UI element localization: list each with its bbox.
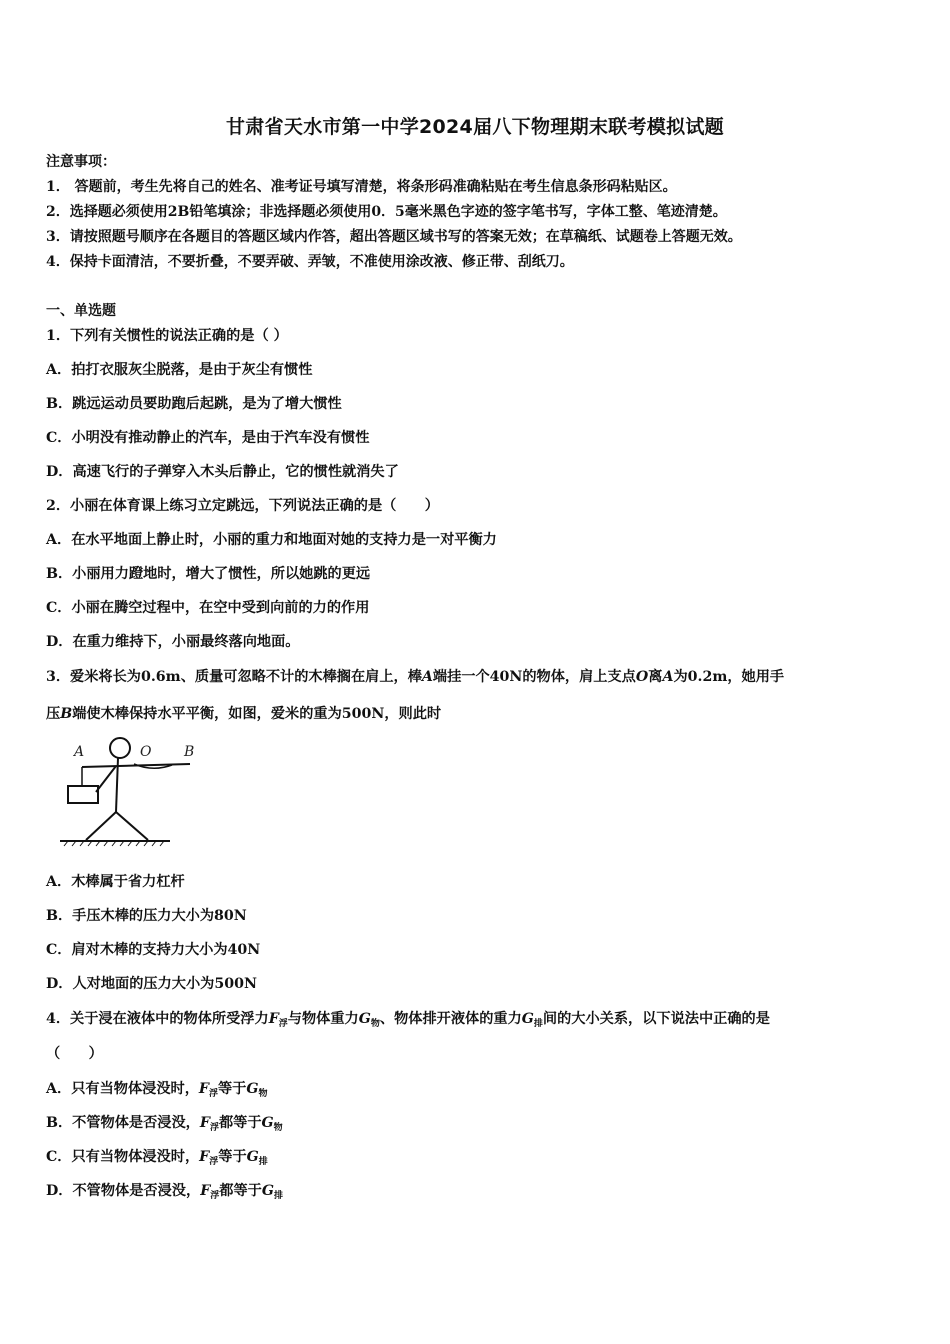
q3-stem-line1: 3．爱米将长为0.6m、质量可忽略不计的木棒搁在肩上，棒A端挂一个40N的物体，肩上支点O离A为0.2m，她用手 <box>46 669 785 685</box>
q4-stem-line2: （ ） <box>46 1046 103 1062</box>
q4-option-b: B．不管物体是否浸没，$F_浮$都等于$G_物$ <box>46 1115 283 1133</box>
lever-figure <box>58 736 208 850</box>
q4-option-c: C．只有当物体浸没时，$F_浮$等于$G_排$ <box>46 1149 268 1167</box>
page-title: 甘肃省天水市第一中学2024届八下物理期末联考模拟试题 <box>226 116 724 138</box>
notice-item-2: 2．选择题必须使用2B铅笔填涂；非选择题必须使用0．5毫米黑色字迹的签字笔书写，字体工整、笔迹清楚。 <box>46 204 727 220</box>
q4-stem-line1: 4．关于浸在液体中的物体所受浮力$F_浮$与物体重力$G_物$、物体排开液体的重力$G_排$间的大小关系，以下说法中正确的是 <box>46 1011 770 1029</box>
q1-option-d: D．高速飞行的子弹穿入木头后静止，它的惯性就消失了 <box>46 464 399 480</box>
figure-label-b: B <box>184 744 195 760</box>
q2-option-c: C．小丽在腾空过程中，在空中受到向前的力的作用 <box>46 600 370 616</box>
notice-item-1: 1． 答题前，考生先将自己的姓名、准考证号填写清楚，将条形码准确粘贴在考生信息条形码粘贴区。 <box>46 179 677 195</box>
notice-item-4: 4．保持卡面清洁，不要折叠，不要弄破、弄皱，不准使用涂改液、修正带、刮纸刀。 <box>46 254 574 270</box>
q3-option-b: B．手压木棒的压力大小为80N <box>46 908 247 924</box>
q1-option-c: C．小明没有推动静止的汽车，是由于汽车没有惯性 <box>46 430 370 446</box>
q4-option-a: A．只有当物体浸没时，$F_浮$等于$G_物$ <box>46 1081 268 1099</box>
q3-option-a: A．木棒属于省力杠杆 <box>46 874 185 890</box>
q2-option-b: B．小丽用力蹬地时，增大了惯性，所以她跳的更远 <box>46 566 371 582</box>
q2-option-d: D．在重力维持下，小丽最终落向地面。 <box>46 634 300 650</box>
q3-option-c: C．肩对木棒的支持力大小为40N <box>46 942 261 958</box>
q4-option-d: D．不管物体是否浸没，$F_浮$都等于$G_排$ <box>46 1183 283 1201</box>
notice-item-3: 3．请按照题号顺序在各题目的答题区域内作答，超出答题区域书写的答案无效；在草稿纸、试题卷上答题无效。 <box>46 229 742 245</box>
figure-leg-left <box>86 812 116 840</box>
figure-head <box>110 738 130 758</box>
q3-stem-line2: 压B端使木棒保持水平平衡，如图，爱米的重为500N，则此时 <box>46 706 442 722</box>
figure-label-a: A <box>74 744 85 760</box>
q1-option-a: A．拍打衣服灰尘脱落，是由于灰尘有惯性 <box>46 362 313 378</box>
figure-leg-right <box>116 812 148 840</box>
notice-heading: 注意事项： <box>46 154 116 170</box>
q2-stem: 2．小丽在体育课上练习立定跳远，下列说法正确的是（ ） <box>46 498 439 514</box>
q1-option-b: B．跳远运动员要助跑后起跳，是为了增大惯性 <box>46 396 342 412</box>
q1-stem: 1．下列有关惯性的说法正确的是（ ） <box>46 328 288 344</box>
figure-weight-box <box>68 786 98 803</box>
q3-option-d: D．人对地面的压力大小为500N <box>46 976 257 992</box>
section-heading: 一、单选题 <box>46 303 116 319</box>
figure-label-o: O <box>140 744 152 760</box>
q2-option-a: A．在水平地面上静止时，小丽的重力和地面对她的支持力是一对平衡力 <box>46 532 497 548</box>
